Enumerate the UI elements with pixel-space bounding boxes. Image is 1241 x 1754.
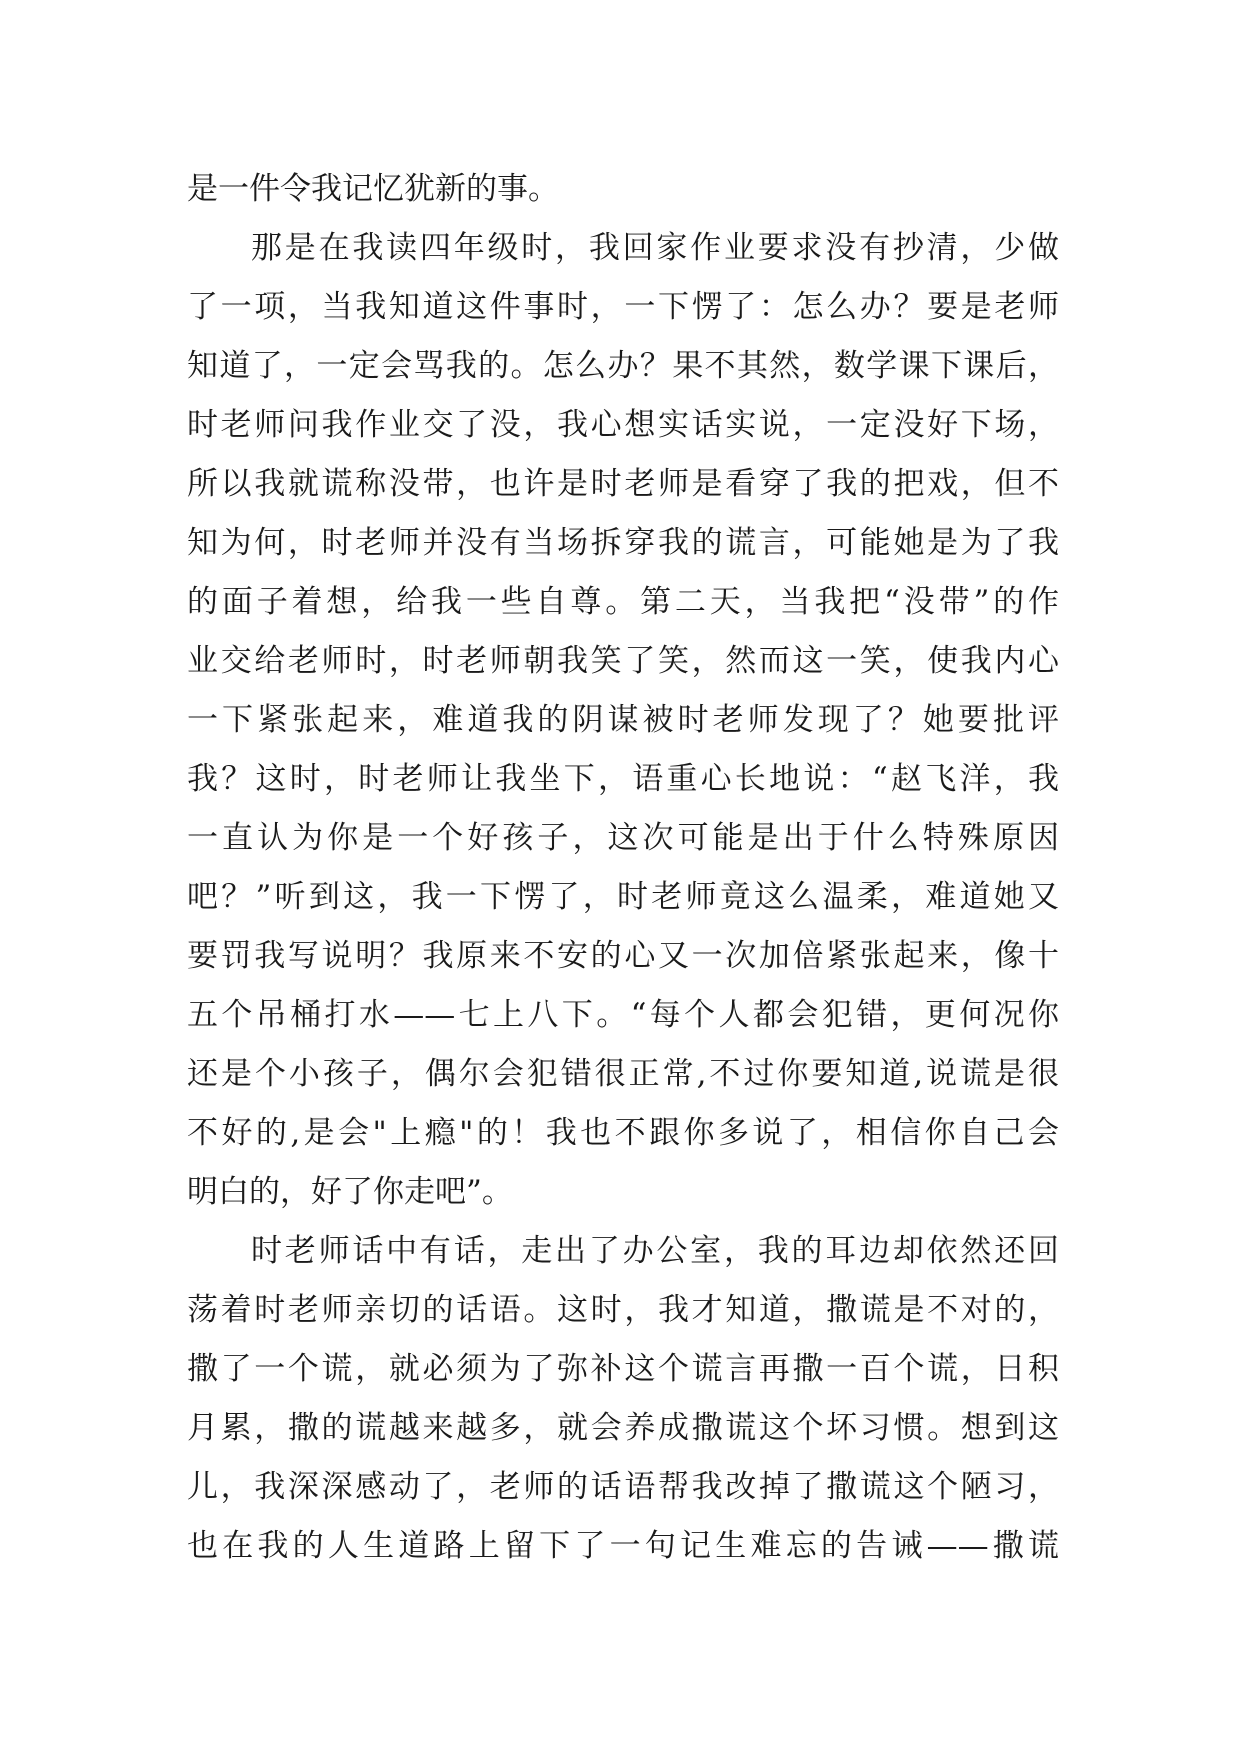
text-line: 时老师问我作业交了没，我心想实话实说，一定没好下场，	[187, 407, 1059, 443]
text-line: 知道了，一定会骂我的。怎么办？果不其然，数学课下课后，	[187, 348, 1059, 384]
text-line: 所以我就谎称没带，也许是时老师是看穿了我的把戏，但不	[187, 466, 1059, 502]
text-line: 的面子着想，给我一些自尊。第二天，当我把“没带”的作	[187, 584, 1059, 620]
text-line: 撒了一个谎，就必须为了弥补这个谎言再撒一百个谎，日积	[187, 1351, 1059, 1387]
text-line: 不好的,是会"上瘾"的！我也不跟你多说了，相信你自己会	[187, 1115, 1059, 1151]
body-text	[187, 160, 1059, 1576]
text-line: 那是在我读四年级时，我回家作业要求没有抄清，少做	[251, 230, 1059, 266]
text-line: 儿，我深深感动了，老师的话语帮我改掉了撒谎这个陋习，	[187, 1469, 1059, 1505]
text-line: 还是个小孩子，偶尔会犯错很正常,不过你要知道,说谎是很	[187, 1056, 1059, 1092]
text-line: 业交给老师时，时老师朝我笑了笑，然而这一笑，使我内心	[187, 643, 1059, 679]
text-line: 月累，撒的谎越来越多，就会养成撒谎这个坏习惯。想到这	[187, 1410, 1059, 1446]
text-line: 我？这时，时老师让我坐下，语重心长地说：“赵飞洋，我	[187, 761, 1059, 797]
text-line: 一直认为你是一个好孩子，这次可能是出于什么特殊原因	[187, 820, 1059, 856]
text-line: 时老师话中有话，走出了办公室，我的耳边却依然还回	[251, 1233, 1059, 1269]
text-line: 也在我的人生道路上留下了一句记生难忘的告诫——撒谎	[187, 1528, 1059, 1564]
text-line: 知为何，时老师并没有当场拆穿我的谎言，可能她是为了我	[187, 525, 1059, 561]
text-line: 要罚我写说明？我原来不安的心又一次加倍紧张起来，像十	[187, 938, 1059, 974]
text-line: 荡着时老师亲切的话语。这时，我才知道，撒谎是不对的，	[187, 1292, 1059, 1328]
text-line: 吧？”听到这，我一下愣了，时老师竟这么温柔，难道她又	[187, 879, 1059, 915]
text-line: 五个吊桶打水——七上八下。“每个人都会犯错，更何况你	[187, 997, 1059, 1033]
text-line: 一下紧张起来，难道我的阴谋被时老师发现了？她要批评	[187, 702, 1059, 738]
text-line: 明白的，好了你走吧”。	[187, 1174, 513, 1210]
text-line: 了一项，当我知道这件事时，一下愣了：怎么办？要是老师	[187, 289, 1059, 325]
text-line: 是一件令我记忆犹新的事。	[187, 171, 559, 207]
